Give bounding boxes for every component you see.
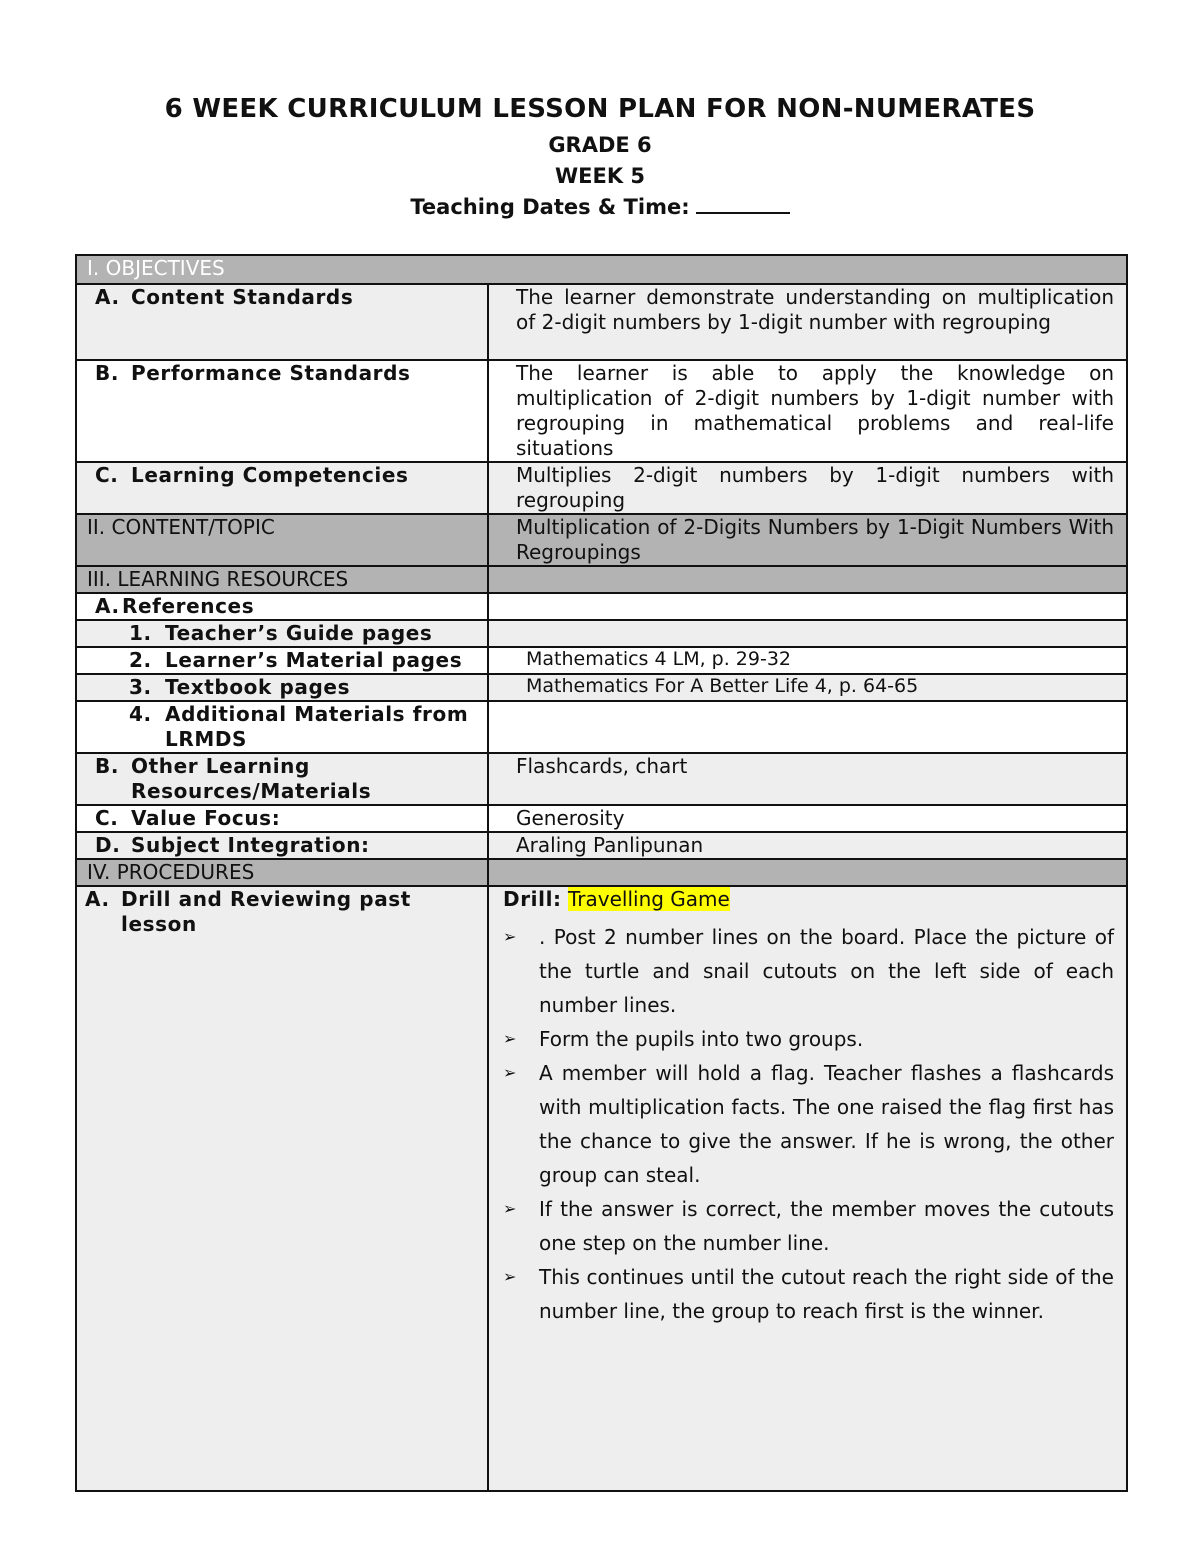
list-item: ➢ A member will hold a flag. Teacher flashes a flashcards with multiplication facts. The one raised the flag first has the chance to give the answer. If he is wrong, the other group can steal. xyxy=(503,1056,1114,1192)
value-focus-value: Generosity xyxy=(488,805,1127,832)
learning-competencies-label: C. Learning Competencies xyxy=(95,463,409,487)
textbook-row xyxy=(76,674,1127,701)
lesson-plan-table xyxy=(75,254,1128,1492)
other-resources-label: B. Other Learning Resources/Materials xyxy=(95,754,372,803)
learning-resources-heading: III. LEARNING RESOURCES xyxy=(76,566,488,593)
references-row xyxy=(76,593,1127,620)
content-standards-value: The learner demonstrate understanding on multiplication of 2-digit numbers by 1-digit number with regrouping xyxy=(488,284,1127,360)
teaching-dates-blank[interactable] xyxy=(696,194,790,214)
grade-label: GRADE 6 xyxy=(548,133,652,157)
content-topic-value: Multiplication of 2-Digits Numbers by 1-Digit Numbers With Regroupings xyxy=(488,514,1127,566)
textbook-value: Mathematics For A Better Life 4, p. 64-65 xyxy=(488,674,1127,701)
content-standards-row xyxy=(76,284,1127,360)
teachers-guide-row xyxy=(76,620,1127,647)
learning-competencies-row xyxy=(76,462,1127,514)
additional-materials-value xyxy=(488,701,1127,753)
content-topic-row xyxy=(76,514,1127,566)
learners-material-label: 2. Learner’s Material pages xyxy=(129,648,463,672)
arrow-bullet-icon: ➢ xyxy=(503,1029,517,1048)
list-item: ➢ This continues until the cutout reach the right side of the number line, the group to reach first is the winner. xyxy=(503,1260,1114,1328)
arrow-bullet-icon: ➢ xyxy=(503,1063,517,1082)
learners-material-row xyxy=(76,647,1127,674)
objectives-heading: I. OBJECTIVES xyxy=(76,255,1127,284)
drill-row-label: A. Drill and Reviewing past lesson xyxy=(85,887,411,936)
content-standards-label: A. Content Standards xyxy=(95,285,354,309)
performance-standards-label: B. Performance Standards xyxy=(95,361,411,385)
content-topic-heading: II. CONTENT/TOPIC xyxy=(76,514,488,566)
drill-game-name: Travelling Game xyxy=(568,887,730,911)
teachers-guide-label: 1. Teacher’s Guide pages xyxy=(129,621,433,645)
additional-materials-label: 4. Additional Materials from LRMDS xyxy=(129,702,469,751)
learning-competencies-value: Multiplies 2-digit numbers by 1-digit numbers with regrouping xyxy=(488,462,1127,514)
teachers-guide-value xyxy=(488,620,1127,647)
list-item: ➢ Form the pupils into two groups. xyxy=(503,1022,1114,1056)
subject-integration-label: D. Subject Integration: xyxy=(95,833,370,857)
teaching-dates-line xyxy=(0,194,1200,219)
objectives-heading-row xyxy=(76,255,1127,284)
drill-row xyxy=(76,886,1127,1491)
procedures-heading: IV. PROCEDURES xyxy=(76,859,488,886)
arrow-bullet-icon: ➢ xyxy=(503,1267,517,1286)
value-focus-label: C. Value Focus: xyxy=(95,806,281,830)
subject-integration-row xyxy=(76,832,1127,859)
performance-standards-row xyxy=(76,360,1127,462)
textbook-label: 3. Textbook pages xyxy=(129,675,351,699)
subject-integration-value: Araling Panlipunan xyxy=(488,832,1127,859)
references-label: A. References xyxy=(95,594,255,618)
performance-standards-value: The learner is able to apply the knowledge on multiplication of 2-digit numbers by 1-digit number with regrouping in mathematical problems and real-life situations xyxy=(488,360,1127,462)
learning-resources-heading-row xyxy=(76,566,1127,593)
list-item: ➢ If the answer is correct, the member moves the cutouts one step on the number line. xyxy=(503,1192,1114,1260)
drill-steps xyxy=(503,920,1114,1328)
drill-heading xyxy=(503,887,1114,912)
drill-content xyxy=(488,886,1127,1491)
teaching-dates-label: Teaching Dates & Time: xyxy=(410,195,690,219)
other-resources-row xyxy=(76,753,1127,805)
arrow-bullet-icon: ➢ xyxy=(503,1199,517,1218)
drill-label: Drill: xyxy=(503,887,562,911)
week-label: WEEK 5 xyxy=(554,164,646,188)
additional-materials-row xyxy=(76,701,1127,753)
page-title: 6 WEEK CURRICULUM LESSON PLAN FOR NON-NUMERATES xyxy=(164,94,1036,124)
learners-material-value: Mathematics 4 LM, p. 29-32 xyxy=(488,647,1127,674)
value-focus-row xyxy=(76,805,1127,832)
procedures-heading-row xyxy=(76,859,1127,886)
other-resources-value: Flashcards, chart xyxy=(488,753,1127,805)
list-item: ➢ . Post 2 number lines on the board. Place the picture of the turtle and snail cutouts on the left side of each number lines. xyxy=(503,920,1114,1022)
arrow-bullet-icon: ➢ xyxy=(503,927,517,946)
